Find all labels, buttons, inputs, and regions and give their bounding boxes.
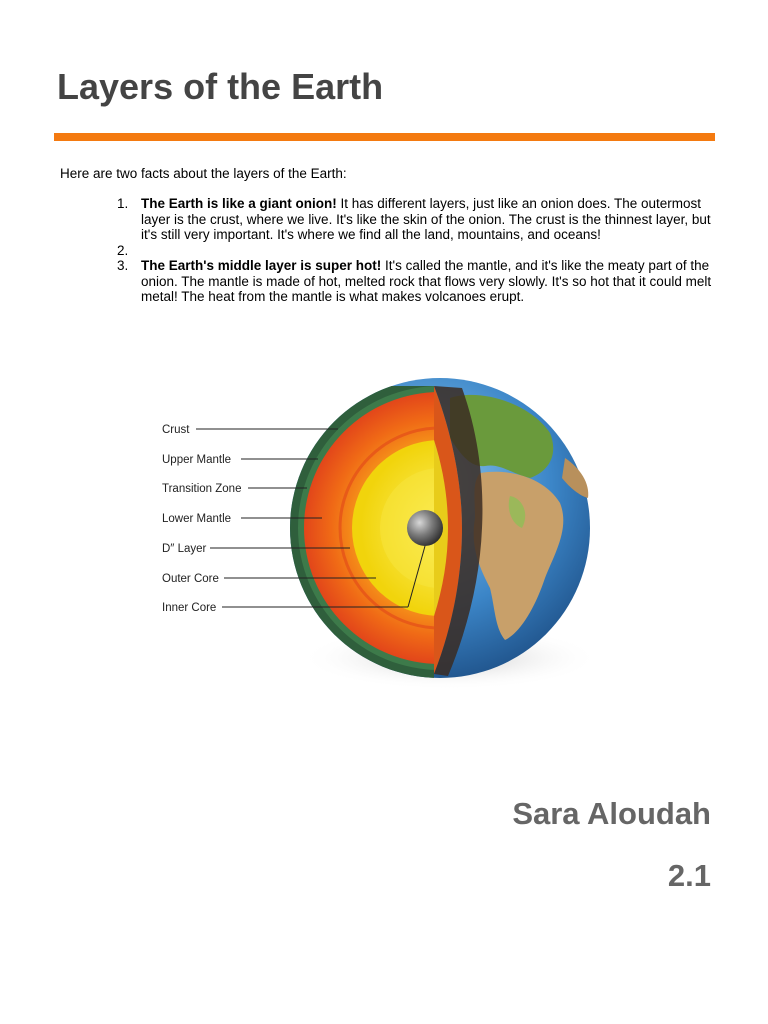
list-number: 3. <box>117 258 129 273</box>
list-number: 2. <box>117 242 129 258</box>
earth-layers-diagram <box>150 378 610 708</box>
list-item <box>100 243 715 259</box>
fact-heading: The Earth is like a giant onion! <box>141 196 337 211</box>
label-d-layer: D″ Layer <box>162 543 207 555</box>
title-divider <box>54 133 715 141</box>
intro-text: Here are two facts about the layers of the Earth: <box>60 166 347 181</box>
fact-text: It's called the mantle, and it's like the meaty part of the onion. The mantle is made of hot, melted rock that flows very slowly. It's so hot that it could melt metal! The heat from the mantle is what makes volcanoes erupt. <box>141 258 712 304</box>
fact-heading: The Earth's middle layer is super hot! <box>141 258 382 273</box>
label-crust: Crust <box>162 424 190 436</box>
label-inner-core: Inner Core <box>162 602 217 614</box>
label-transition-zone: Transition Zone <box>162 483 242 495</box>
page-title: Layers of the Earth <box>57 66 384 107</box>
list-item <box>100 196 715 243</box>
inner-core <box>407 510 443 546</box>
label-outer-core: Outer Core <box>162 573 219 585</box>
facts-list <box>100 196 715 305</box>
list-number: 1. <box>117 196 129 211</box>
label-lower-mantle: Lower Mantle <box>162 513 232 525</box>
label-upper-mantle: Upper Mantle <box>162 454 232 466</box>
author-name: Sara Aloudah <box>512 796 711 831</box>
list-item <box>100 258 715 305</box>
grade-label: 2.1 <box>667 858 711 893</box>
fact-text: It has different layers, just like an onion does. The outermost layer is the crust, where we live. It's like the skin of the onion. The crust is the thinnest layer, but it's still very important. It's where we find all the land, mountains, and oceans! <box>141 196 711 242</box>
